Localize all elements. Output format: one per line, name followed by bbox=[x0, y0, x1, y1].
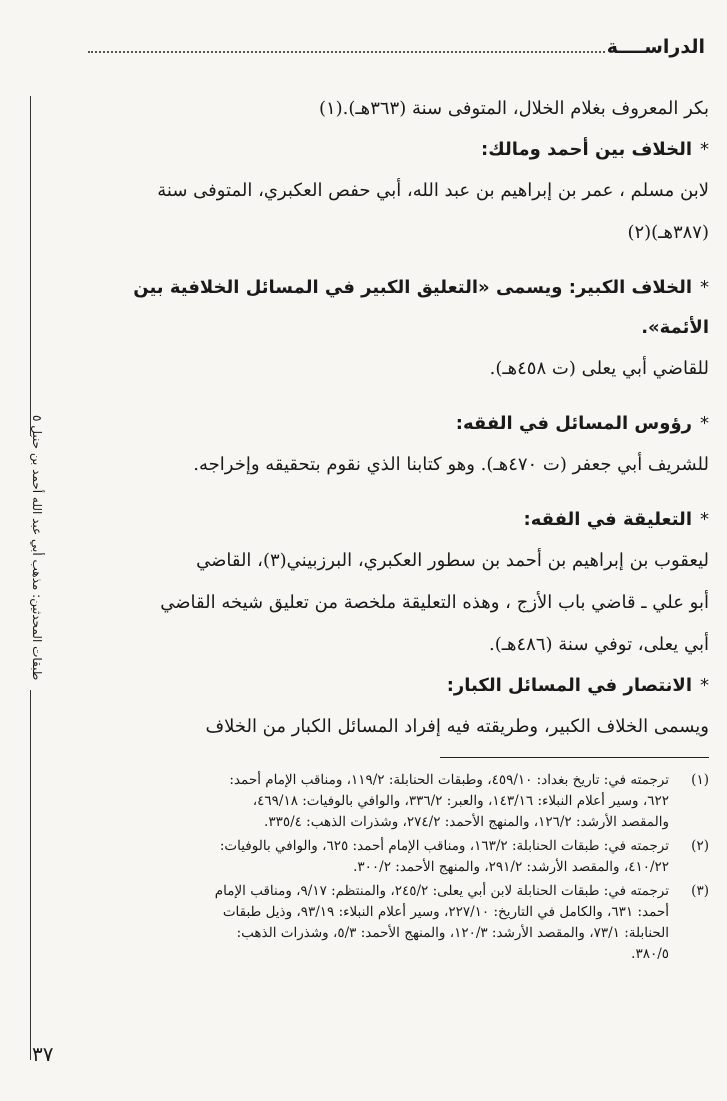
footnote-line: ترجمته في: طبقات الحنابلة: ١٦٣/٢، ومناقب الإمام أحمد: ٦٢٥، والوافي بالوفيات: bbox=[219, 838, 669, 854]
footnote bbox=[82, 770, 709, 833]
entry-paragraph-line: أبي يعلى، توفي سنة (٤٨٦هـ). bbox=[489, 634, 709, 655]
page-number: ٣٧ bbox=[32, 1042, 54, 1066]
bullet-star: * bbox=[700, 509, 709, 530]
margin-rule-bottom bbox=[30, 690, 31, 1060]
margin-rule-top bbox=[30, 96, 31, 436]
entry-paragraph-line: بكر المعروف بغلام الخلال، المتوفى سنة (٣٦٣هـ).(١) bbox=[318, 98, 709, 119]
bullet-star: * bbox=[700, 413, 709, 434]
entry-heading-text: الخلاف الكبير: ويسمى «التعليق الكبير في المسائل الخلافية بين الأئمة». bbox=[133, 277, 709, 338]
margin-running-title: طبقات المحدثين: مذهب أبي عبد الله أحمد بن حنبل ٥ bbox=[30, 414, 44, 680]
entry-heading-text: التعليقة في الفقه: bbox=[523, 509, 692, 530]
entry-paragraph-line: للقاضي أبي يعلى (ت ٤٥٨هـ). bbox=[489, 358, 709, 379]
entry-heading bbox=[82, 268, 709, 348]
entry-paragraph-line: ويسمى الخلاف الكبير، وطريقته فيه إفراد المسائل الكبار من الخلاف bbox=[205, 716, 709, 737]
bullet-star: * bbox=[700, 277, 709, 298]
entry-heading-text: الخلاف بين أحمد ومالك: bbox=[481, 139, 692, 160]
entry-paragraph-line: لابن مسلم ، عمر بن إبراهيم بن عبد الله، أبي حفص العكبري، المتوفى سنة bbox=[157, 180, 709, 201]
entry-heading bbox=[82, 666, 709, 706]
footnote-number: (٢) bbox=[691, 838, 709, 854]
footnote-line: أحمد: ٦٣١، والكامل في التاريخ: ٢٢٧/١٠، وسير أعلام النبلاء: ٩٣/١٩، وذيل طبقات bbox=[222, 904, 669, 920]
entry-heading-text: الانتصار في المسائل الكبار: bbox=[446, 675, 692, 696]
entry-heading bbox=[82, 500, 709, 540]
bullet-star: * bbox=[700, 675, 709, 696]
main-text bbox=[82, 88, 709, 748]
footnotes bbox=[82, 770, 709, 968]
entry-heading bbox=[82, 130, 709, 170]
footnote-line: ٤١٠/٢٢، والمقصد الأرشد: ٢٩١/٢، والمنهج الأحمد: ٣٠٠/٢. bbox=[353, 859, 669, 875]
entry-paragraph-line: للشريف أبي جعفر (ت ٤٧٠هـ). وهو كتابنا الذي نقوم بتحقيقه وإخراجه. bbox=[193, 454, 709, 475]
footnote bbox=[82, 836, 709, 878]
entry-heading bbox=[82, 404, 709, 444]
entry-paragraph-line: أبو علي ـ قاضي باب الأزج ، وهذه التعليقة ملخصة من تعليق شيخه القاضي bbox=[160, 592, 709, 613]
footnote-line: ترجمته في: تاريخ بغداد: ٤٥٩/١٠، وطبقات الحنابلة: ١١٩/٢، ومناقب الإمام أحمد: bbox=[229, 772, 669, 788]
entry-heading-text: رؤوس المسائل في الفقه: bbox=[455, 413, 692, 434]
footnote-line: ترجمته في: طبقات الحنابلة لابن أبي يعلى: ٢٤٥/٢، والمنتظم: ٩/١٧، ومناقب الإمام bbox=[214, 883, 669, 899]
running-header-title: الدراســــة bbox=[606, 36, 705, 58]
header-dotted-rule bbox=[88, 51, 605, 53]
footnote-line: الحنابلة: ٧٣/١، والمقصد الأرشد: ١٢٠/٣، والمنهج الأحمد: ٥/٣، وشذرات الذهب: bbox=[236, 925, 669, 941]
footnote-line: ٦٢٢، وسير أعلام النبلاء: ١٤٣/١٦، والعبر: ٣٣٦/٢، والوافي بالوفيات: ٤٦٩/١٨، bbox=[252, 793, 669, 809]
footnote-number: (١) bbox=[691, 772, 709, 788]
entry-paragraph-line: ليعقوب بن إبراهيم بن أحمد بن سطور العكبري، البرزبيني(٣)، القاضي bbox=[196, 550, 709, 571]
footnote-separator bbox=[440, 757, 709, 758]
bullet-star: * bbox=[700, 139, 709, 160]
footnote-number: (٣) bbox=[691, 883, 709, 899]
footnote bbox=[82, 881, 709, 965]
footnote-line: والمقصد الأرشد: ١٢٦/٢، والمنهج الأحمد: ٢٧٤/٢، وشذرات الذهب: ٣٣٥/٤. bbox=[264, 814, 669, 830]
entry-paragraph-line: (٣٨٧هـ)(٢) bbox=[627, 222, 709, 243]
footnote-line: ٣٨٠/٥. bbox=[631, 946, 669, 962]
